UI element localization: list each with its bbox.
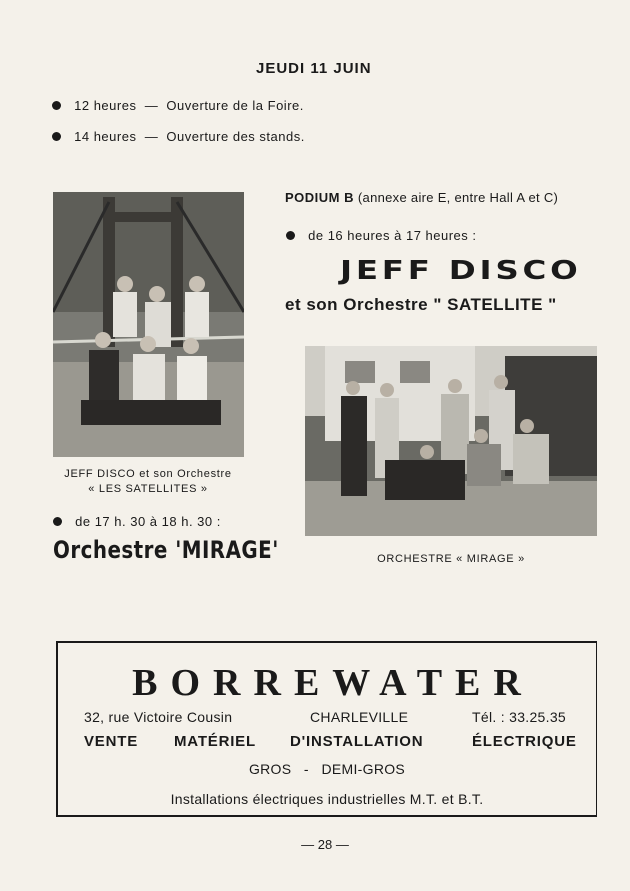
photo-caption-jeff-disco — [36, 468, 260, 495]
schedule-time: 12 heures — [74, 98, 137, 113]
podium-detail: (annexe aire E, entre Hall A et C) — [357, 190, 559, 205]
schedule-text: Ouverture des stands. — [166, 129, 305, 144]
ad-word: ÉLECTRIQUE — [472, 733, 577, 750]
schedule-dash: — — [144, 129, 159, 144]
band-photo-jeff-disco — [53, 192, 244, 457]
mirage-slot — [53, 514, 221, 529]
slot-time: de 17 h. 30 à 18 h. 30 : — [75, 514, 221, 529]
schedule-item — [52, 98, 304, 113]
band-photo-mirage — [305, 346, 597, 536]
schedule-text: Ouverture de la Foire. — [166, 98, 304, 113]
act-name-jeff-disco: JEFF DISCO — [340, 256, 582, 286]
act-name-mirage: Orchestre 'MIRAGE' — [53, 536, 279, 564]
advertisement-box — [56, 641, 597, 817]
bullet-icon — [53, 517, 62, 526]
bullet-icon — [52, 101, 61, 110]
schedule-dash: — — [144, 98, 159, 113]
page-number: — 28 — — [301, 837, 349, 852]
caption-line: « LES SATELLITES » — [88, 483, 208, 495]
jeff-slot — [286, 228, 477, 243]
schedule-time: 14 heures — [74, 129, 137, 144]
photo-caption-mirage: ORCHESTRE « MIRAGE » — [377, 553, 525, 565]
slot-time: de 16 heures à 17 heures : — [308, 228, 477, 243]
caption-line: JEFF DISCO et son Orchestre — [64, 468, 232, 480]
ad-wholesale: GROS - DEMI-GROS — [248, 761, 406, 777]
ad-brand: BORREWATER — [132, 662, 534, 704]
ad-word: D'INSTALLATION — [290, 733, 424, 750]
ad-tagline: Installations électriques industrielles M.T. et B.T. — [170, 791, 484, 807]
bullet-icon — [52, 132, 61, 141]
ad-word: MATÉRIEL — [174, 733, 256, 750]
ad-city: CHARLEVILLE — [310, 709, 409, 725]
bullet-icon — [286, 231, 295, 240]
ad-phone: Tél. : 33.25.35 — [472, 709, 567, 725]
ad-word: VENTE — [84, 733, 139, 750]
podium-info — [285, 190, 558, 205]
ad-address: 32, rue Victoire Cousin — [84, 709, 233, 725]
schedule-item — [52, 129, 305, 144]
act-subtitle: et son Orchestre " SATELLITE " — [285, 295, 557, 314]
page-title: JEUDI 11 JUIN — [256, 60, 372, 77]
podium-label: PODIUM B — [285, 190, 354, 205]
